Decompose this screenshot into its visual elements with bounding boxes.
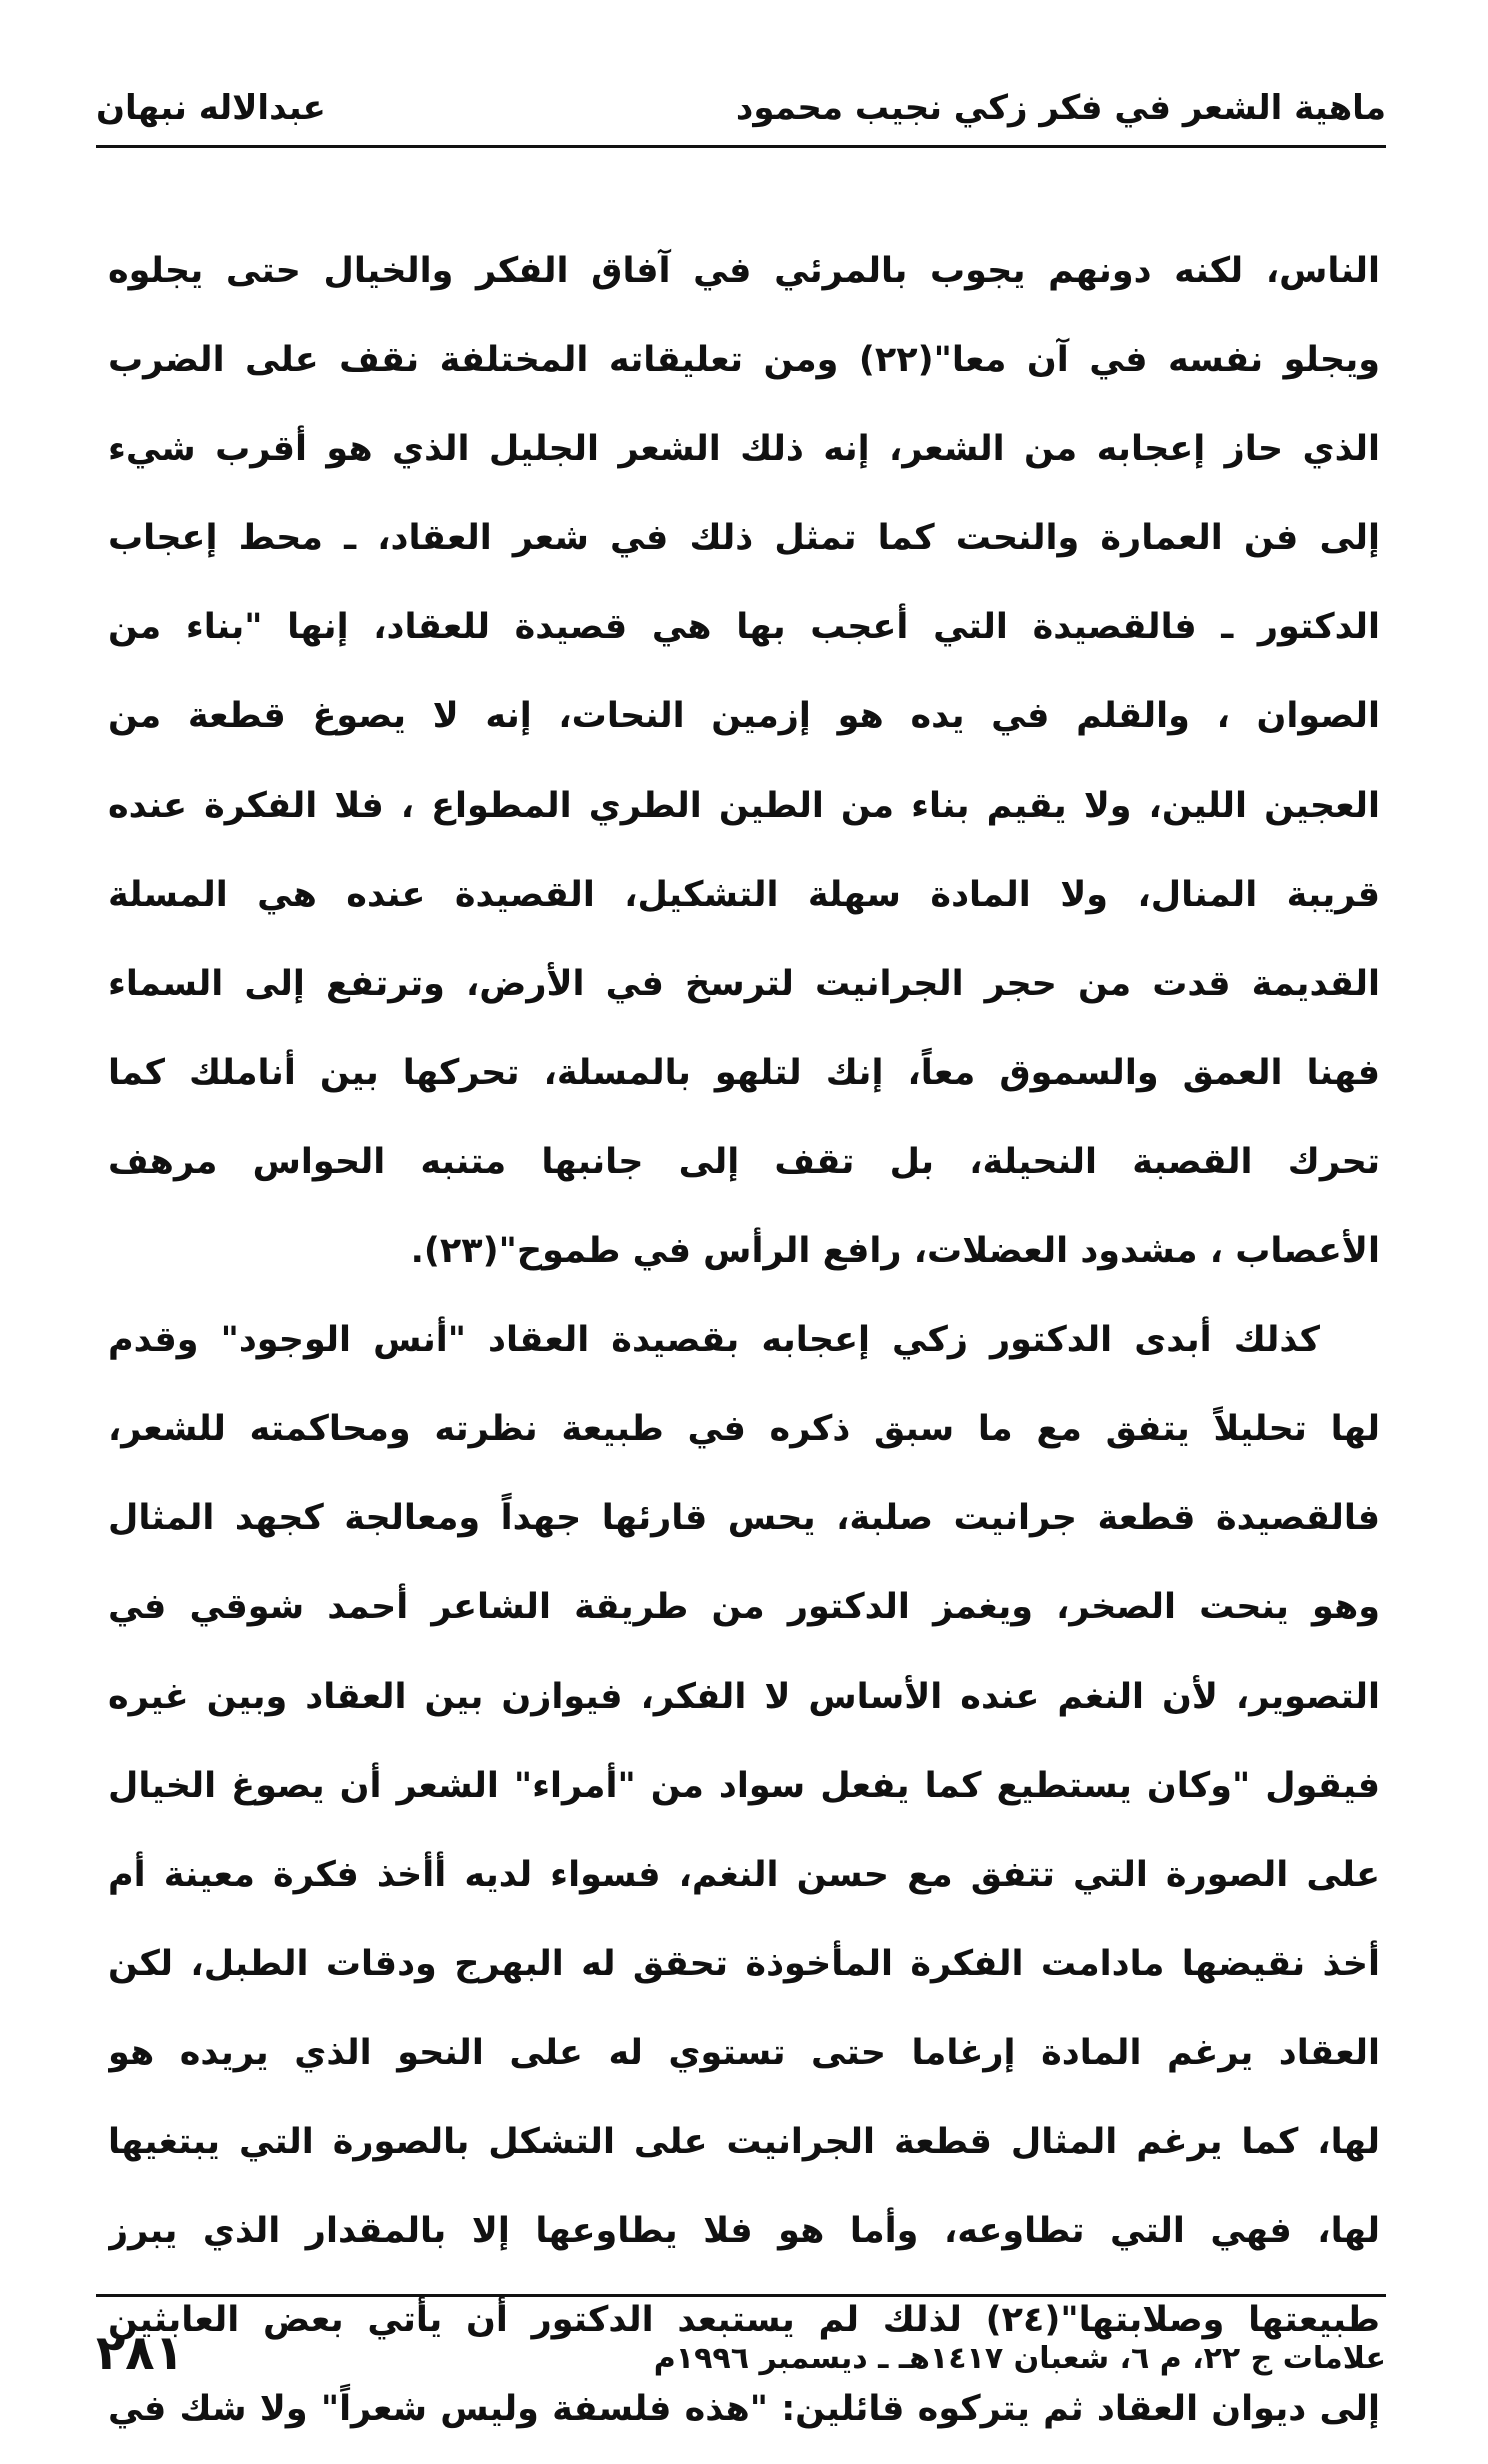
text-line: لها، فهي التي تطاوعه، وأما هو فلا يطاوعها إلا بالمقدار الذي يبرز: [108, 2211, 1380, 2252]
text-line: الناس، لكنه دونهم يجوب بالمرئي في آفاق الفكر والخيال حتى يجلوه: [108, 251, 1380, 291]
header-rule: [96, 145, 1386, 148]
footer-rule: [96, 2294, 1386, 2297]
text-line: كذلك أبدى الدكتور زكي إعجابه بقصيدة العقاد "أنس الوجود" وقدم: [108, 1320, 1320, 1361]
text-line: الأعصاب ، مشدود العضلات، رافع الرأس في طموح"(٢٣).: [410, 1231, 1380, 1272]
text-line: ويجلو نفسه في آن معا"(٢٢) ومن تعليقاته المختلفة نقف على الضرب: [108, 340, 1380, 381]
text-line: العقاد يرغم المادة إرغاما حتى تستوي له على النحو الذي يريده هو: [108, 2032, 1380, 2073]
text-line: لها تحليلاً يتفق مع ما سبق ذكره في طبيعة نظرته ومحاكمته للشعر،: [108, 1409, 1380, 1450]
text-line: قريبة المنال، ولا المادة سهلة التشكيل، القصيدة عنده هي المسلة: [108, 874, 1380, 915]
running-header: [96, 70, 1386, 140]
text-line: على الصورة التي تتفق مع حسن النغم، فسواء لديه أأخذ فكرة معينة أم: [108, 1854, 1380, 1895]
running-header-title: ماهية الشعر في فكر زكي نجيب محمود: [735, 88, 1386, 128]
text-line: العجين اللين، ولا يقيم بناء من الطين الطري المطواع ، فلا الفكرة عنده: [108, 785, 1380, 826]
page-footer: [96, 2325, 1386, 2405]
text-line: الدكتور ـ فالقصيدة التي أعجب بها هي قصيدة للعقاد، إنها "بناء من: [108, 607, 1380, 648]
journal-issue-info: علامات ج ٢٢، م ٦، شعبان ١٤١٧هـ ـ ديسمبر ١٩٩٦م: [653, 2341, 1386, 2376]
text-line: لها، كما يرغم المثال قطعة الجرانيت على التشكل بالصورة التي يبتغيها: [108, 2121, 1380, 2162]
text-line: فهنا العمق والسموق معاً، إنك لتلهو بالمسلة، تحركها بين أناملك كما: [108, 1052, 1380, 1093]
text-line: أخذ نقيضها مادامت الفكرة المأخوذة تحقق له البهرج ودقات الطبل، لكن: [108, 1943, 1380, 1984]
body-text: [108, 232, 1380, 2459]
text-line: القديمة قدت من حجر الجرانيت لترسخ في الأرض، وترتفع إلى السماء: [108, 963, 1380, 1004]
text-line: التصوير، لأن النغم عنده الأساس لا الفكر، فيوازن بين العقاد وبين غيره: [108, 1676, 1380, 1717]
text-line: الصوان ، والقلم في يده هو إزمين النحات، إنه لا يصوغ قطعة من: [108, 696, 1380, 737]
text-line: طبيعتها وصلابتها"(٢٤) لذلك لم يستبعد الدكتور أن يأتي بعض العابثين: [108, 2300, 1380, 2341]
text-line: إلى فن العمارة والنحت كما تمثل ذلك في شعر العقاد، ـ محط إعجاب: [108, 518, 1380, 559]
running-header-author: عبدالاله نبهان: [96, 88, 326, 128]
text-line: فيقول "وكان يستطيع كما يفعل سواد من "أمراء" الشعر أن يصوغ الخيال: [108, 1765, 1380, 1806]
text-line: فالقصيدة قطعة جرانيت صلبة، يحس قارئها جهداً ومعالجة كجهد المثال: [108, 1498, 1380, 1539]
text-line: إلى ديوان العقاد ثم يتركوه قائلين: "هذه فلسفة وليس شعراً" ولا شك في: [108, 2389, 1380, 2430]
page-number: ٢٨١: [96, 2325, 184, 2381]
text-line: وهو ينحت الصخر، ويغمز الدكتور من طريقة الشاعر أحمد شوقي في: [108, 1587, 1380, 1628]
text-line: تحرك القصبة النحيلة، بل تقف إلى جانبها متنبه الحواس مرهف: [108, 1141, 1380, 1182]
text-line: الذي حاز إعجابه من الشعر، إنه ذلك الشعر الجليل الذي هو أقرب شيء: [108, 429, 1380, 470]
